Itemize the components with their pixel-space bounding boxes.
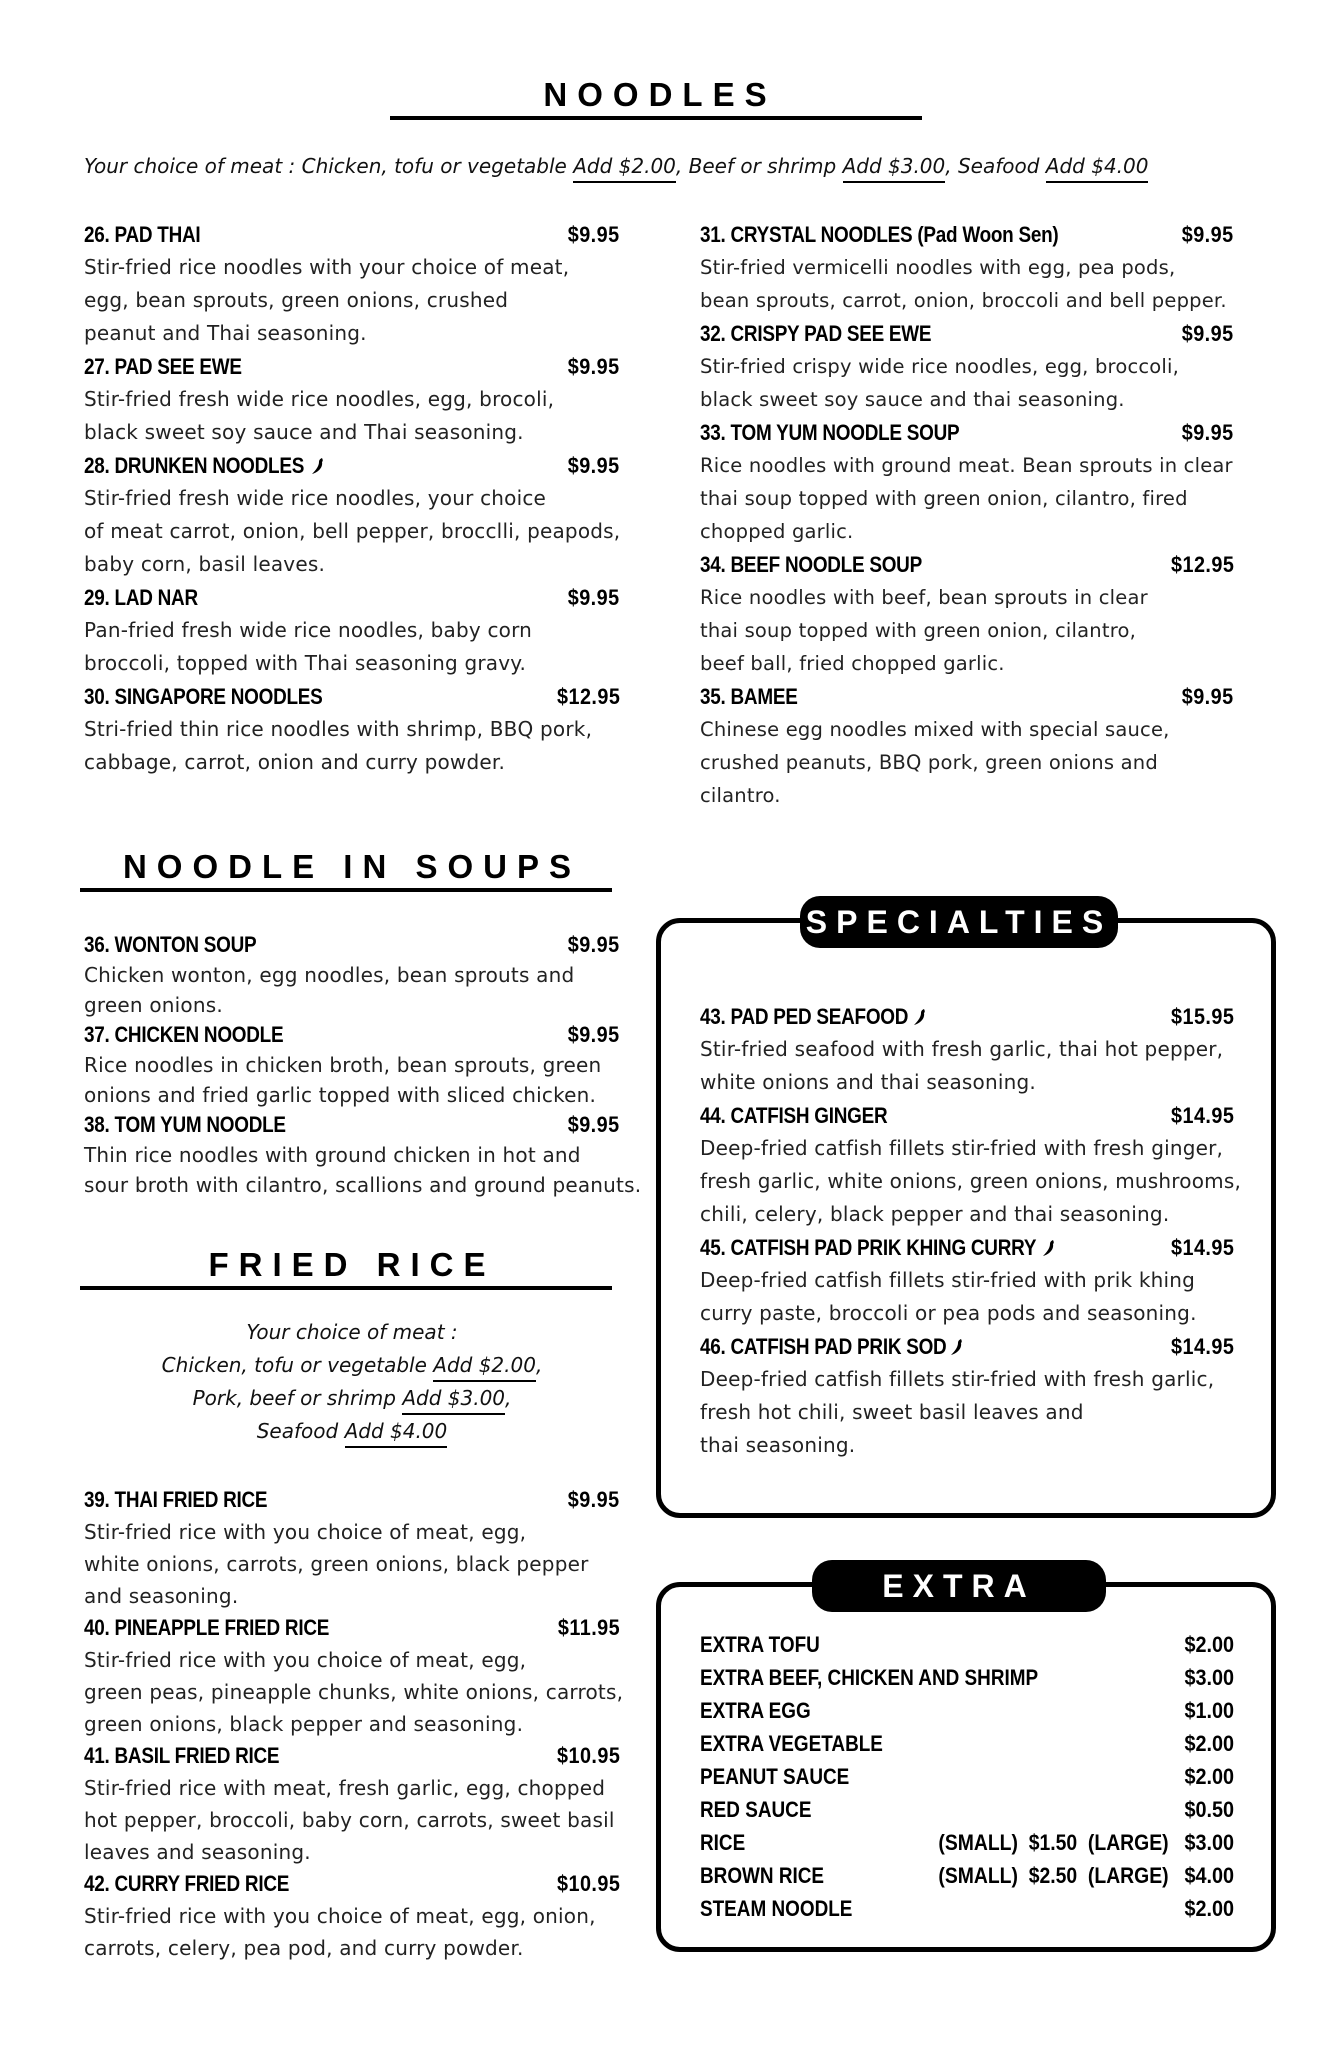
menu-item-description: peanut and Thai seasoning. [84, 321, 367, 345]
menu-item-description: thai soup topped with green onion, cilantro, fired [700, 487, 1188, 510]
chili-pepper-icon [311, 457, 325, 475]
menu-item-price: $9.95 [568, 354, 620, 379]
menu-item [700, 1099, 1241, 1231]
menu-item [700, 317, 1234, 416]
extra-item-name: EXTRA VEGETABLE [700, 1731, 883, 1756]
menu-item-price: $9.95 [568, 1112, 620, 1137]
extra-item-price: $3.00 [1184, 1830, 1234, 1855]
menu-item-description: Rice noodles in chicken broth, bean sprouts, green [84, 1053, 602, 1077]
menu-item-description: green peas, pineapple chunks, white onions, carrots, [84, 1680, 624, 1704]
menu-item-description: Pan-fried fresh wide rice noodles, baby corn [84, 618, 533, 642]
menu-item-price: $9.95 [568, 1022, 620, 1047]
menu-item-name: 32. CRISPY PAD SEE EWE [700, 321, 932, 346]
menu-item [84, 930, 620, 1020]
extra-item [700, 1727, 1234, 1760]
menu-item-description: Stir-fried rice with you choice of meat, egg, onion, [84, 1904, 596, 1928]
menu-item-description: curry paste, broccoli or pea pods and seasoning. [700, 1301, 1197, 1325]
menu-item-name: 29. LAD NAR [84, 585, 198, 610]
menu-item-description: Chinese egg noodles mixed with special sauce, [700, 718, 1170, 741]
menu-item-description: fresh hot chili, sweet basil leaves and [700, 1400, 1084, 1424]
extra-title: EXTRA [812, 1560, 1106, 1612]
extra-item [700, 1826, 1234, 1859]
menu-item [700, 416, 1234, 548]
fried-rice-note-line [84, 1382, 620, 1415]
menu-item-description: Stir-fried rice with you choice of meat, egg, [84, 1520, 527, 1544]
noodles-title: NOODLES [543, 76, 777, 113]
extra-item [700, 1760, 1234, 1793]
soups-column [84, 930, 642, 1200]
noodles-right-column [700, 218, 1234, 812]
menu-item-description: broccoli, topped with Thai seasoning gravy. [84, 651, 526, 675]
menu-item-name: 46. CATFISH PAD PRIK SOD [700, 1334, 947, 1359]
menu-item-name: 43. PAD PED SEAFOOD [700, 1004, 909, 1029]
extra-item-sizes: (SMALL) $2.50 (LARGE) [938, 1863, 1169, 1888]
chili-pepper-icon [1042, 1239, 1056, 1257]
menu-item-price: $9.95 [568, 222, 620, 247]
menu-item-price: $9.95 [1182, 222, 1234, 247]
menu-item-heading [84, 581, 620, 614]
note-text: Your choice of meat : [246, 1320, 458, 1344]
note-punctuation: , [535, 1353, 543, 1377]
menu-item-description: thai soup topped with green onion, cilantro, [700, 619, 1137, 642]
menu-item-name: 36. WONTON SOUP [84, 932, 257, 957]
menu-item-description: Stir-fried vermicelli noodles with egg, pea pods, [700, 256, 1176, 279]
menu-item-price: $12.95 [1170, 552, 1234, 577]
menu-item-heading [700, 680, 1234, 713]
extra-item [700, 1859, 1234, 1892]
menu-item-description: chili, celery, black pepper and thai seasoning. [700, 1202, 1170, 1226]
menu-item-price: $14.95 [1170, 1334, 1234, 1359]
menu-item-name: 44. CATFISH GINGER [700, 1103, 888, 1128]
menu-item [84, 1020, 620, 1110]
menu-item [84, 1868, 620, 1964]
menu-item [84, 350, 620, 449]
menu-item [84, 449, 620, 581]
menu-item-description: Stir-fried rice with you choice of meat, egg, [84, 1648, 527, 1672]
menu-item-name: 41. BASIL FRIED RICE [84, 1743, 280, 1768]
menu-item-heading [700, 1000, 1234, 1033]
note-punctuation: , [505, 1386, 512, 1410]
menu-item [84, 218, 620, 350]
soups-title: NOODLE IN SOUPS [122, 848, 582, 885]
menu-item-name: 28. DRUNKEN NOODLES [84, 453, 305, 478]
menu-item [84, 1110, 642, 1200]
menu-item-description: Stir-fried seafood with fresh garlic, thai hot pepper, [700, 1037, 1224, 1061]
menu-item-description: Chicken wonton, egg noodles, bean sprouts and [84, 963, 575, 987]
menu-item-name: 40. PINEAPPLE FRIED RICE [84, 1615, 330, 1640]
menu-item-heading [84, 218, 620, 251]
menu-item-description: sour broth with cilantro, scallions and ground peanuts. [84, 1173, 642, 1197]
extra-item-price: $2.00 [1184, 1632, 1234, 1657]
menu-item [700, 548, 1234, 680]
extra-item-price: $3.00 [1184, 1665, 1234, 1690]
menu-item-heading [84, 680, 620, 713]
menu-item-name: 42. CURRY FRIED RICE [84, 1871, 290, 1896]
menu-item-heading [700, 1099, 1234, 1132]
menu-item-heading [700, 416, 1234, 449]
menu-item-description: Stir-fried crispy wide rice noodles, egg, broccoli, [700, 355, 1180, 378]
menu-item-heading [84, 350, 620, 383]
menu-item-description: Stir-fried fresh wide rice noodles, egg, brocoli, [84, 387, 555, 411]
menu-item-description: baby corn, basil leaves. [84, 552, 326, 576]
fried-rice-note-line [84, 1349, 620, 1382]
menu-item-description: white onions, carrots, green onions, black pepper [84, 1552, 589, 1576]
menu-item-name: 39. THAI FRIED RICE [84, 1487, 268, 1512]
extra-item-name: EXTRA TOFU [700, 1632, 820, 1657]
menu-item-description: Stri-fried thin rice noodles with shrimp, BBQ pork, [84, 717, 593, 741]
menu-item-price: $12.95 [556, 684, 620, 709]
menu-item-description: Deep-fried catfish fillets stir-fried with fresh ginger, [700, 1136, 1224, 1160]
extra-item [700, 1628, 1234, 1661]
menu-item-description: thai seasoning. [700, 1433, 856, 1457]
menu-item-price: $15.95 [1170, 1004, 1234, 1029]
menu-item-heading [84, 1110, 620, 1140]
menu-item-name: 27. PAD SEE EWE [84, 354, 242, 379]
noodles-choice-note [84, 150, 1244, 183]
menu-item-description: Stir-fried rice with meat, fresh garlic, egg, chopped [84, 1776, 606, 1800]
chili-pepper-icon [950, 1338, 964, 1356]
menu-item-description: cilantro. [700, 784, 781, 807]
menu-item-price: $11.95 [557, 1615, 620, 1640]
menu-item-heading [84, 1612, 620, 1644]
fried-rice-note-line [84, 1415, 620, 1448]
menu-item-description: and seasoning. [84, 1584, 239, 1608]
menu-item-name: 30. SINGAPORE NOODLES [84, 684, 323, 709]
menu-item-name: 31. CRYSTAL NOODLES (Pad Woon Sen) [700, 222, 1059, 247]
menu-item-heading [700, 1330, 1234, 1363]
noodles-title-rule [390, 116, 922, 120]
note-text: Chicken, tofu or vegetable [161, 1353, 434, 1377]
menu-item-description: Deep-fried catfish fillets stir-fried with prik khing [700, 1268, 1196, 1292]
menu-item [84, 1740, 620, 1868]
menu-item-description: Stir-fried rice noodles with your choice of meat, [84, 255, 570, 279]
menu-item-description: egg, bean sprouts, green onions, crushed [84, 288, 509, 312]
menu-item-description: hot pepper, broccoli, baby corn, carrots, sweet basil [84, 1808, 615, 1832]
menu-item [84, 680, 620, 779]
menu-item-price: $9.95 [1182, 420, 1234, 445]
menu-item-heading [84, 1740, 620, 1772]
menu-item-price: $10.95 [556, 1871, 620, 1896]
extra-item-price: $0.50 [1184, 1797, 1234, 1822]
choice-text: , Seafood [945, 154, 1046, 178]
menu-item-price: $10.95 [556, 1743, 620, 1768]
menu-item [84, 1484, 620, 1612]
menu-item [700, 1330, 1234, 1462]
menu-item-heading [700, 218, 1234, 251]
menu-item-heading [84, 930, 620, 960]
menu-item-heading [700, 1231, 1234, 1264]
menu-item-description: green onions. [84, 993, 223, 1017]
menu-item-description: of meat carrot, onion, bell pepper, broccl​li, peapods, [84, 519, 621, 543]
menu-item-description: fresh garlic, white onions, green onions, mushrooms, [700, 1169, 1241, 1193]
menu-item-description: Thin rice noodles with ground chicken in hot and [84, 1143, 581, 1167]
menu-item-price: $14.95 [1170, 1103, 1234, 1128]
menu-item-name: 35. BAMEE [700, 684, 798, 709]
menu-item [700, 218, 1234, 317]
menu-item-price: $9.95 [568, 1487, 620, 1512]
menu-item-description: Deep-fried catfish fillets stir-fried with fresh garlic, [700, 1367, 1215, 1391]
menu-item-description: Rice noodles with ground meat. Bean sprouts in clear [700, 454, 1233, 477]
menu-item-name: 38. TOM YUM NOODLE [84, 1112, 286, 1137]
menu-item-price: $9.95 [568, 453, 620, 478]
specialties-title: SPECIALTIES [800, 896, 1118, 948]
extra-item-name: STEAM NOODLE [700, 1896, 853, 1921]
add-price: Add $3.00 [402, 1383, 505, 1415]
menu-item-name: 34. BEEF NOODLE SOUP [700, 552, 922, 577]
add-price-beef: Add $3.00 [843, 151, 946, 183]
menu-item-description: Rice noodles with beef, bean sprouts in clear [700, 586, 1148, 609]
menu-item-description: bean sprouts, carrot, onion, broccoli and bell pepper. [700, 289, 1227, 312]
extra-item [700, 1661, 1234, 1694]
menu-item-heading [84, 1868, 620, 1900]
menu-item [700, 1231, 1234, 1330]
menu-item [84, 581, 620, 680]
add-price-vegetable: Add $2.00 [573, 151, 676, 183]
noodles-left-column [84, 218, 620, 779]
extra-item-name: EXTRA BEEF, CHICKEN AND SHRIMP [700, 1665, 1039, 1690]
extra-column [700, 1628, 1234, 1925]
menu-item-name: 45. CATFISH PAD PRIK KHING CURRY [700, 1235, 1037, 1260]
menu-item-name: 37. CHICKEN NOODLE [84, 1022, 284, 1047]
menu-item-price: $9.95 [1182, 321, 1234, 346]
extra-item-name: PEANUT SAUCE [700, 1764, 850, 1789]
menu-item [700, 1000, 1234, 1099]
menu-item-name: 33. TOM YUM NOODLE SOUP [700, 420, 960, 445]
menu-item-price: $14.95 [1170, 1235, 1234, 1260]
add-price: Add $4.00 [345, 1416, 448, 1448]
extra-item-price: $2.00 [1184, 1764, 1234, 1789]
extra-item-name: BROWN RICE [700, 1863, 825, 1888]
note-text: Pork, beef or shrimp [192, 1386, 403, 1410]
extra-item-price: $2.00 [1184, 1731, 1234, 1756]
extra-item-price: $4.00 [1184, 1863, 1234, 1888]
menu-item-description: beef ball, fried chopped garlic. [700, 652, 1005, 675]
menu-item-description: onions and fried garlic topped with sliced chicken. [84, 1083, 597, 1107]
menu-item-description: chopped garlic. [700, 520, 854, 543]
chili-pepper-icon [913, 1008, 927, 1026]
add-price-seafood: Add $4.00 [1046, 151, 1149, 183]
extra-item [700, 1793, 1234, 1826]
extra-item [700, 1694, 1234, 1727]
menu-item-heading [84, 1020, 620, 1050]
menu-item-description: leaves and seasoning. [84, 1840, 311, 1864]
menu-item-price: $9.95 [568, 585, 620, 610]
choice-text: , Beef or shrimp [675, 154, 843, 178]
menu-item-heading [700, 317, 1234, 350]
extra-item-name: RICE [700, 1830, 746, 1855]
menu-item-description: crushed peanuts, BBQ pork, green onions and [700, 751, 1158, 774]
fried-rice-choice-note [84, 1316, 620, 1448]
fried-rice-title: FRIED RICE [208, 1246, 496, 1283]
extra-item-name: EXTRA EGG [700, 1698, 811, 1723]
menu-item-description: black sweet soy sauce and Thai seasoning. [84, 420, 524, 444]
menu-item-description: black sweet soy sauce and thai seasoning. [700, 388, 1125, 411]
extra-item-sizes: (SMALL) $1.50 (LARGE) [938, 1830, 1169, 1855]
soups-title-rule [80, 888, 612, 892]
menu-item [700, 680, 1234, 812]
choice-text: Your choice of meat : Chicken, tofu or vegetable [84, 154, 574, 178]
menu-item-description: cabbage, carrot, onion and curry powder. [84, 750, 506, 774]
menu-item-heading [84, 1484, 620, 1516]
menu-item-description: green onions, black pepper and seasoning. [84, 1712, 524, 1736]
extra-item-name: RED SAUCE [700, 1797, 812, 1822]
menu-item [84, 1612, 624, 1740]
menu-item-heading [84, 449, 620, 482]
note-text: Seafood [256, 1419, 345, 1443]
menu-item-price: $9.95 [1182, 684, 1234, 709]
add-price: Add $2.00 [433, 1350, 536, 1382]
menu-item-name: 26. PAD THAI [84, 222, 201, 247]
menu-item-description: white onions and thai seasoning. [700, 1070, 1036, 1094]
extra-item-price: $1.00 [1184, 1698, 1234, 1723]
menu-item-heading [700, 548, 1234, 581]
menu-item-description: Stir-fried fresh wide rice noodles, your choice [84, 486, 547, 510]
specialties-column [700, 1000, 1241, 1462]
fried-rice-note-line [84, 1316, 620, 1349]
menu-item-description: carrots, celery, pea pod, and curry powder. [84, 1936, 524, 1960]
fried-rice-title-rule [80, 1286, 612, 1290]
extra-item-price: $2.00 [1184, 1896, 1234, 1921]
menu-item-price: $9.95 [568, 932, 620, 957]
fried-rice-column [84, 1484, 624, 1964]
extra-item [700, 1892, 1234, 1925]
